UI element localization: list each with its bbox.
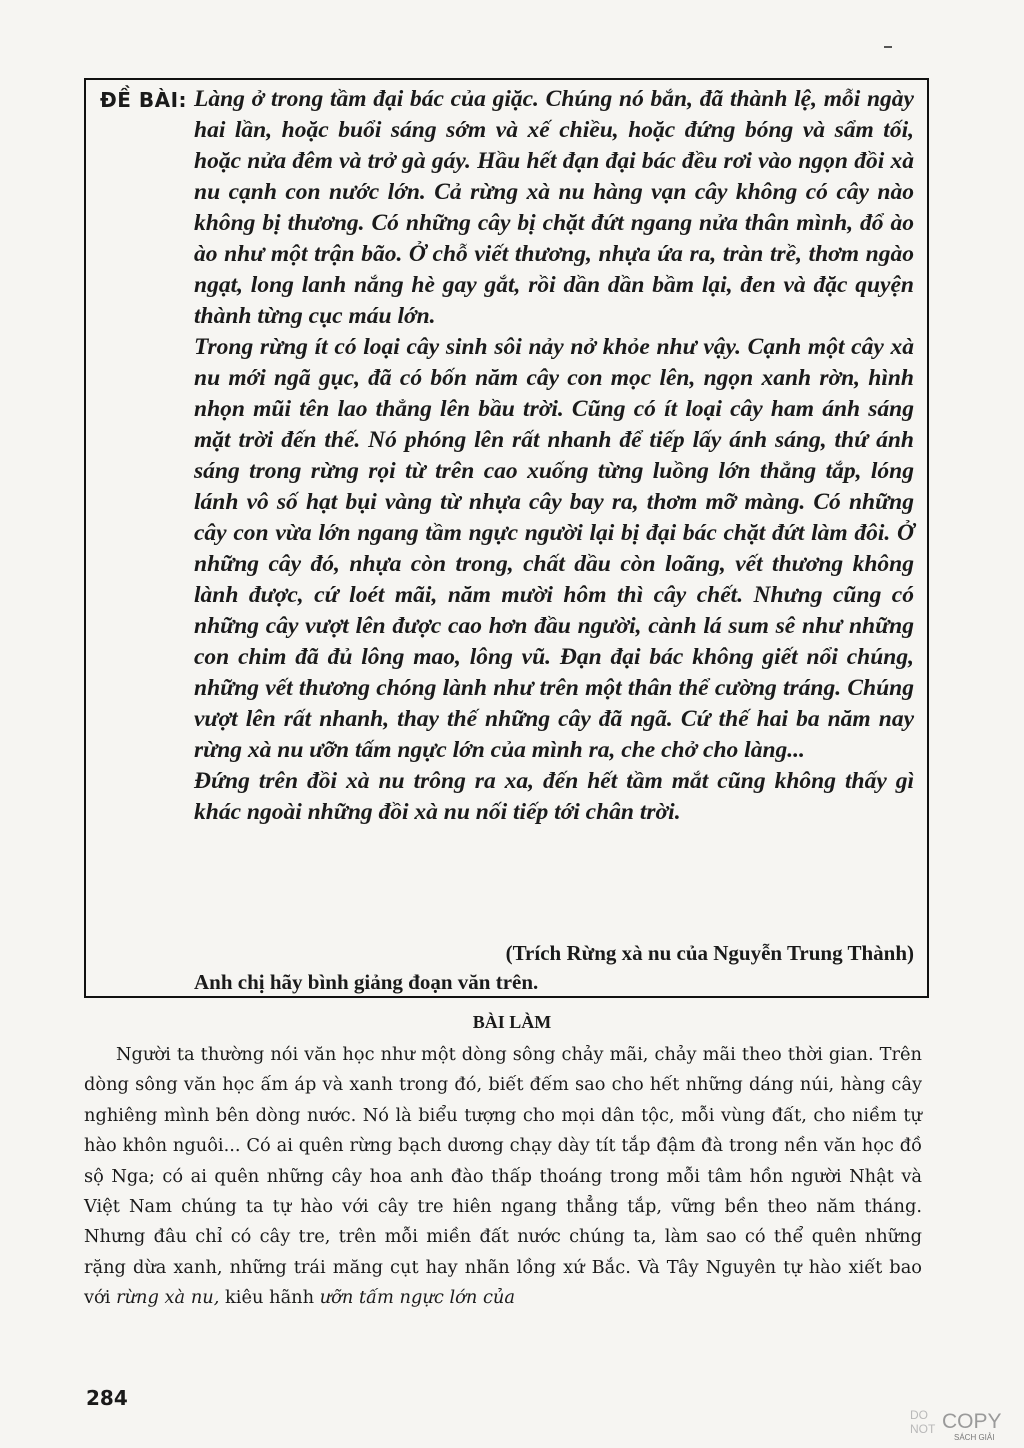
- exercise-passage: [194, 84, 914, 828]
- essay-title: BÀI LÀM: [472, 1012, 552, 1032]
- essay-italic-phrase-2: ưỡn tấm ngực lớn của: [319, 1287, 515, 1309]
- do-not-copy-watermark: [908, 1404, 1016, 1442]
- exercise-label: ĐỀ BÀI:: [100, 88, 188, 112]
- stamp-do: DO: [910, 1408, 928, 1422]
- exercise-instruction: Anh chị hãy bình giảng đoạn văn trên.: [194, 970, 539, 994]
- margin-mark: [884, 46, 892, 48]
- passage-paragraph-3: Đứng trên đồi xà nu trông ra xa, đến hết tầm mắt cũng không thấy gì khác ngoài những đồi xà nu nối tiếp tới chân trời.: [194, 768, 914, 825]
- passage-citation: (Trích Rừng xà nu của Nguyễn Trung Thành): [505, 941, 914, 965]
- stamp-copy: COPY: [942, 1410, 1002, 1433]
- stamp-not: NOT: [910, 1422, 936, 1436]
- passage-paragraph-2: Trong rừng ít có loại cây sinh sôi nảy nở khỏe như vậy. Cạnh một cây xà nu mới ngã gục, đã có bốn năm cây con mọc lên, ngọn xanh rờn, hình nhọn mũi tên lao thẳng lên bầu trời. Cũng có ít loại cây ham ánh sáng mặt trời đến thế. Nó phóng lên rất nhanh để tiếp lấy ánh sáng, thứ ánh sáng trong rừng rọi từ trên cao xuống từng luồng lớn thẳng tắp, lóng lánh vô số hạt bụi vàng từ nhựa cây bay ra, thơm mỡ màng. Có những cây con vừa lớn ngang tầm ngực người lại bị đại bác chặt đứt làm đôi. Ở những cây đó, nhựa còn trong, chất dầu còn loãng, vết thương không lành được, cứ loét mãi, năm mười hôm thì cây chết. Nhưng cũng có những cây vượt lên được cao hơn đầu người, cành lá sum sê như những con chim đã đủ lông mao, lông vũ. Đạn đại bác không giết nổi chúng, những vết thương chóng lành như trên một thân thể cường tráng. Chúng vượt lên rất nhanh, thay thế những cây đã ngã. Cứ thế hai ba năm nay rừng xà nu ưỡn tấm ngực lớn của mình ra, che chở cho làng...: [194, 334, 914, 763]
- essay-body: [84, 1040, 922, 1314]
- essay-text-middle: kiêu hãnh: [219, 1287, 320, 1309]
- essay-italic-phrase-1: rừng xà nu,: [116, 1287, 220, 1309]
- essay-paragraph: [84, 1040, 922, 1314]
- page-number: 284: [86, 1386, 128, 1410]
- passage-paragraph-1: Làng ở trong tầm đại bác của giặc. Chúng nó bắn, đã thành lệ, mỗi ngày hai lần, hoặc buổi sáng sớm và xế chiều, hoặc đứng bóng và sẩm tối, hoặc nửa đêm và trở gà gáy. Hầu hết đạn đại bác đều rơi vào ngọn đồi xà nu cạnh con nước lớn. Cả rừng xà nu hàng vạn cây không có cây nào không bị thương. Có những cây bị chặt đứt ngang nửa thân mình, đổ ào ào như một trận bão. Ở chỗ viết thương, nhựa ứa ra, tràn trề, thơm ngào ngạt, long lanh nắng hè gay gắt, rồi dần dần bầm lại, đen và đặc quyện thành từng cục máu lớn.: [194, 86, 914, 329]
- essay-text-before: Người ta thường nói văn học như một dòng sông chảy mãi, chảy mãi theo thời gian. Trên dòng sông văn học ấm áp và xanh trong đó, biết đếm sao cho hết những dáng núi, hàng cây nghiêng mình bên dòng nước. Nó là biểu tượng cho mọi dân tộc, mỗi vùng đất, cho niềm tự hào khôn nguôi... Có ai quên rừng bạch dương chạy dày tít tắp đậm đà trong nền văn học đồ sộ Nga; có ai quên những cây hoa anh đào thấp thoáng trong mỗi tâm hồn người Nhật và Việt Nam chúng ta tự hào với cây tre hiên ngang thẳng tắp, vững bền theo năm tháng. Nhưng đâu chỉ có cây tre, trên mỗi miền đất nước chúng ta, làm sao có thể quên những rặng dừa xanh, những trái măng cụt hay nhãn lồng xứ Bắc. Và Tây Nguyên tự hào xiết bao với: [84, 1044, 922, 1309]
- stamp-brand: SÁCH GIẢI: [954, 1433, 995, 1442]
